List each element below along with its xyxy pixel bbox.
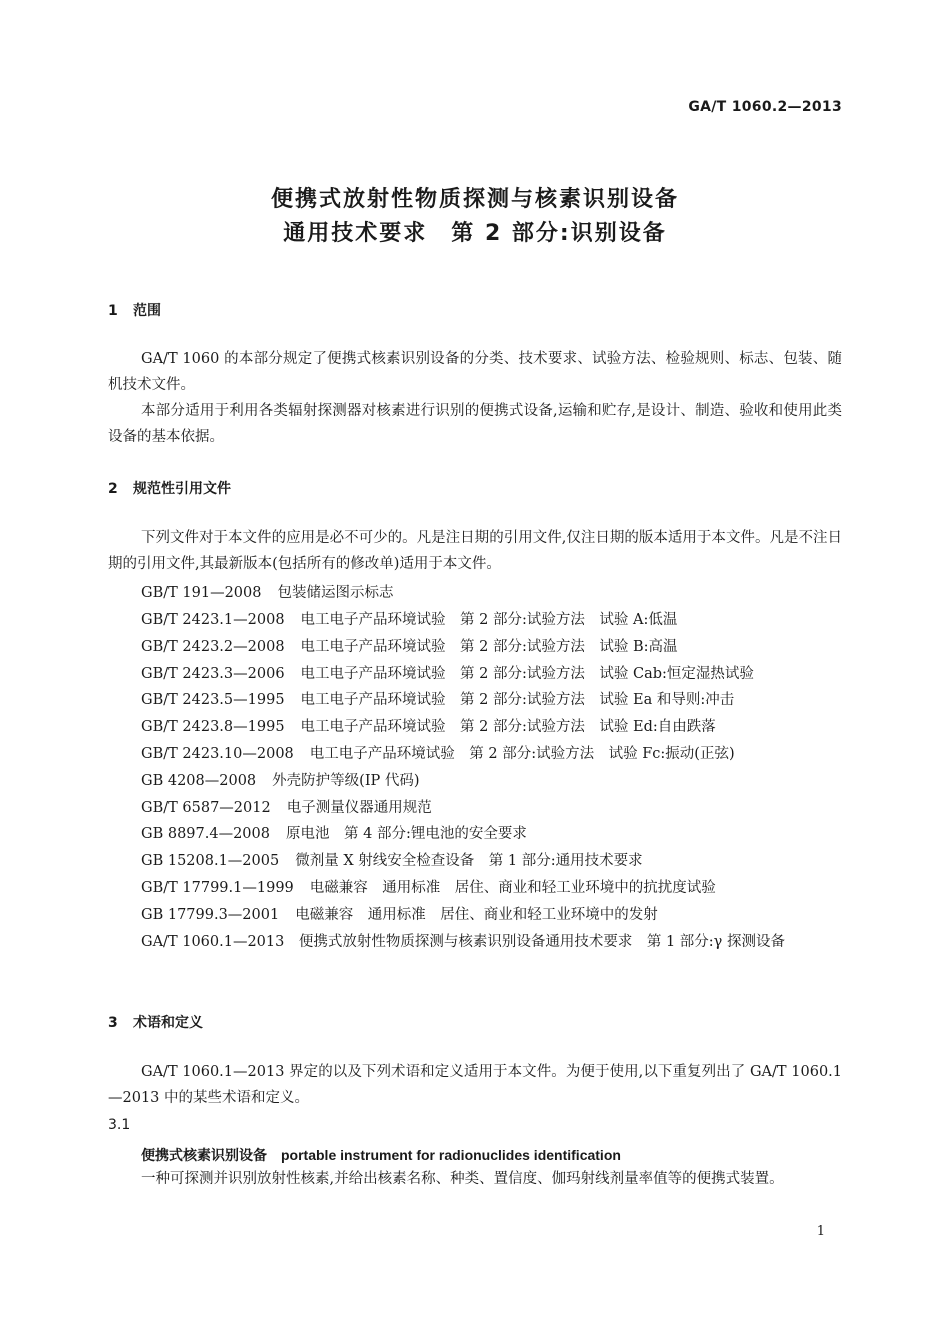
reference-item xyxy=(141,580,393,606)
page-number: 1 xyxy=(816,1224,825,1239)
section-title: 规范性引用文件 xyxy=(133,481,231,497)
reference-code: GB/T 2423.5—1995 xyxy=(141,692,285,708)
reference-code: GB/T 6587—2012 xyxy=(141,800,271,816)
paragraph: GA/T 1060 的本部分规定了便携式核素识别设备的分类、技术要求、试验方法、检验规则、标志、包装、随机技术文件。 xyxy=(108,351,842,393)
reference-title: 电工电子产品环境试验 第 2 部分:试验方法 试验 B:高温 xyxy=(300,639,678,655)
reference-item xyxy=(141,902,658,928)
reference-code: GB/T 2423.1—2008 xyxy=(141,612,285,628)
section-heading-terms xyxy=(108,1012,203,1032)
reference-title: 电磁兼容 通用标准 居住、商业和轻工业环境中的抗扰度试验 xyxy=(309,880,716,896)
paragraph: 下列文件对于本文件的应用是必不可少的。凡是注日期的引用文件,仅注日期的版本适用于本文件。凡是不注日期的引用文件,其最新版本(包括所有的修改单)适用于本文件。 xyxy=(108,530,842,572)
reference-title: 电工电子产品环境试验 第 2 部分:试验方法 试验 Cab:恒定湿热试验 xyxy=(300,666,754,682)
reference-title: 外壳防护等级(IP 代码) xyxy=(272,773,420,789)
reference-title: 包装储运图示标志 xyxy=(277,585,394,601)
reference-item xyxy=(141,768,420,794)
reference-code: GB/T 2423.10—2008 xyxy=(141,746,294,762)
document-title-line-1: 便携式放射性物质探测与核素识别设备 xyxy=(270,187,679,212)
reference-code: GB/T 191—2008 xyxy=(141,585,262,601)
reference-title: 微剂量 X 射线安全检查设备 第 1 部分:通用技术要求 xyxy=(295,853,643,869)
section-title: 术语和定义 xyxy=(133,1015,203,1031)
reference-item xyxy=(141,634,678,660)
reference-title: 电工电子产品环境试验 第 2 部分:试验方法 试验 Ea 和导则:冲击 xyxy=(300,692,735,708)
section-title: 范围 xyxy=(133,303,161,319)
reference-title: 电工电子产品环境试验 第 2 部分:试验方法 试验 Fc:振动(正弦) xyxy=(309,746,735,762)
reference-code: GB 17799.3—2001 xyxy=(141,907,280,923)
reference-title: 电工电子产品环境试验 第 2 部分:试验方法 试验 A:低温 xyxy=(300,612,678,628)
section-heading-normative-references xyxy=(108,478,231,498)
paragraph: 本部分适用于利用各类辐射探测器对核素进行识别的便携式设备,运输和贮存,是设计、制造、验收和使用此类设备的基本依据。 xyxy=(108,403,842,445)
reference-title: 电磁兼容 通用标准 居住、商业和轻工业环境中的发射 xyxy=(295,907,658,923)
reference-item xyxy=(141,821,527,847)
reference-title: 电工电子产品环境试验 第 2 部分:试验方法 试验 Ed:自由跌落 xyxy=(300,719,716,735)
reference-item xyxy=(141,607,677,633)
reference-item xyxy=(141,661,754,687)
reference-item xyxy=(141,714,716,740)
reference-code: GB/T 17799.1—1999 xyxy=(141,880,294,896)
reference-item-wrapped: GA/T 1060.1—2013 便携式放射性物质探测与核素识别设备通用技术要求 第 1 部分:γ 探测设备 xyxy=(141,934,785,950)
reference-code: GB 8897.4—2008 xyxy=(141,826,270,842)
document-title-line-2: 通用技术要求 第 2 部分:识别设备 xyxy=(283,221,667,246)
reference-code: GB/T 2423.8—1995 xyxy=(141,719,285,735)
reference-item xyxy=(141,741,735,767)
reference-item xyxy=(141,795,432,821)
reference-code: GB/T 2423.3—2006 xyxy=(141,666,285,682)
section-heading-scope xyxy=(108,300,161,320)
reference-title: 原电池 第 4 部分:锂电池的安全要求 xyxy=(286,826,527,842)
section-number: 2 xyxy=(108,481,118,497)
standard-code: GA/T 1060.2—2013 xyxy=(688,99,842,115)
reference-item xyxy=(141,848,643,874)
term-chinese: 便携式核素识别设备 xyxy=(141,1148,267,1164)
reference-item xyxy=(141,875,716,901)
term-entry xyxy=(141,1145,621,1165)
term-english: portable instrument for radionuclides identification xyxy=(281,1147,621,1163)
section-number: 3 xyxy=(108,1015,118,1031)
clause-number: 3.1 xyxy=(108,1117,131,1133)
paragraph: GA/T 1060.1—2013 界定的以及下列术语和定义适用于本文件。为便于使用,以下重复列出了 GA/T 1060.1—2013 中的某些术语和定义。 xyxy=(108,1064,842,1106)
reference-code: GB 4208—2008 xyxy=(141,773,257,789)
section-number: 1 xyxy=(108,303,118,319)
term-definition: 一种可探测并识别放射性核素,并给出核素名称、种类、置信度、伽玛射线剂量率值等的便携式装置。 xyxy=(141,1171,784,1187)
reference-code: GB 15208.1—2005 xyxy=(141,853,280,869)
reference-item xyxy=(141,687,734,713)
reference-code: GB/T 2423.2—2008 xyxy=(141,639,285,655)
reference-title: 电子测量仪器通用规范 xyxy=(286,800,432,816)
